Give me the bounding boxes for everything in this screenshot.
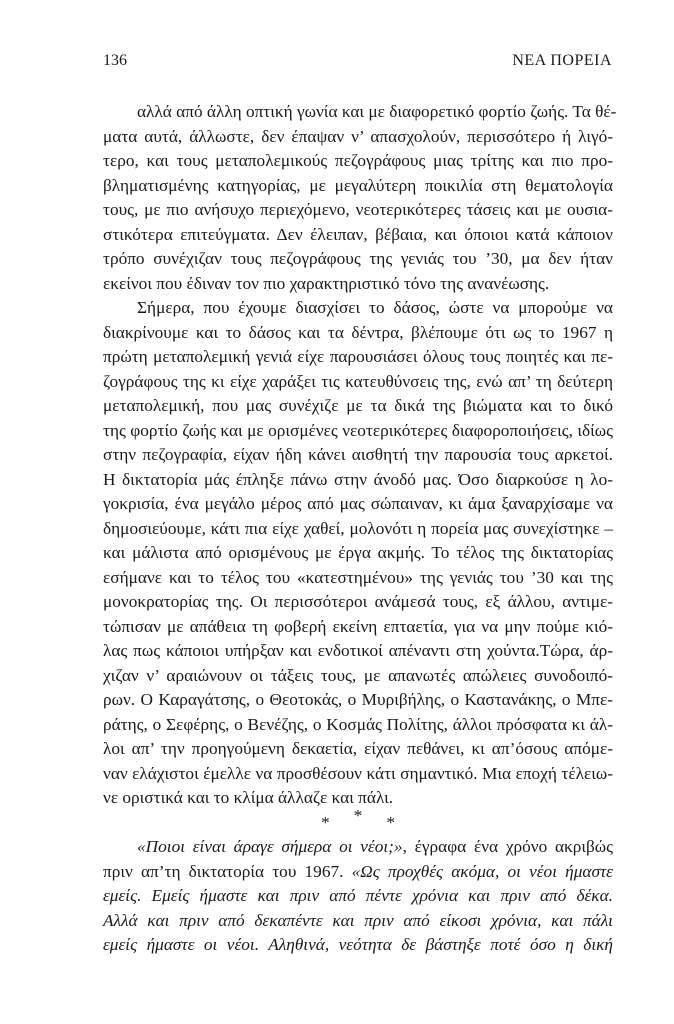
text-line: Αλλά και πριν από δεκαπέντε και πριν από είκοσι χρόνια, και πάλι bbox=[103, 910, 613, 930]
page-body bbox=[103, 100, 617, 958]
text-line: της φορτίο ζωής και με ορισμένες νεοτερικότερες διαφοροποιήσεις, ιδίως bbox=[103, 420, 613, 440]
text-line: τους, με πιο ανήσυχο περιεχόμενο, νεοτερικότερες τάσεις και με ουσια- bbox=[103, 200, 613, 219]
text-line: στην πεζογραφία, είχαν ήδη κάνει αισθητή την παρουσία τους αρκετοί. bbox=[103, 445, 613, 464]
text-line: και μάλιστα από ορισμένους με έργα ακμής. Το τέλος της δικτατορίας bbox=[103, 543, 613, 562]
text-line: λας πως κάποιοι υπήρξαν και ενδοτικοί απέναντι στη χούντα.Τώρα, άρ- bbox=[103, 641, 613, 660]
text-line: ματα αυτά, άλλωστε, δεν έπαψαν ν’ απασχολούν, περισσότερο ή λιγό- bbox=[103, 126, 613, 146]
text-line: εμείς. Εμείς ήμαστε και πριν από πέντε χρόνια και πριν από δέκα. bbox=[103, 886, 613, 905]
text-line: στικότερα επιτεύγματα. Δεν έλειπαν, βέβαια, και όποιοι κατά κάποιον bbox=[103, 224, 613, 244]
text-line: Σήμερα, που έχουμε διασχίσει το δάσος, ώστε να μπορούμε να bbox=[137, 298, 613, 317]
text-line bbox=[103, 835, 613, 860]
text-line: δημοσιεύουμε, κάτι πια είχε χαθεί, μολονότι η πορεία μας συνεχίστηκε – bbox=[103, 518, 613, 538]
asterisk: * bbox=[353, 805, 363, 825]
text-line: τώπισαν με απάθεια τη φοβερή εκείνη επταετία, για να μην πούμε κιό- bbox=[103, 616, 613, 636]
text: πριν απ’τη δικτατορία του 1967. bbox=[103, 861, 352, 881]
text-line: μεταπολεμική, που μας συνέχιζε με τα δικά της βιώματα και το δικό bbox=[103, 396, 613, 415]
text-line: χιζαν ν’ αραιώνουν οι τάξεις τους, με απανωτές απώλειες συνοδοιπό- bbox=[103, 665, 613, 685]
text-line: ρων. Ο Καραγάτσης, ο Θεοτοκάς, ο Μυριβήλης, ο Καστανάκης, ο Μπε- bbox=[103, 690, 613, 709]
quote: «Ως προχθές ακόμα, οι νέοι ήμαστε bbox=[351, 861, 613, 881]
paragraph-3 bbox=[103, 835, 613, 958]
text-line: λοι απ’ την προηγούμενη δεκαετία, είχαν πεθάνει, κι απ’όσους απόμε- bbox=[103, 739, 613, 758]
text-line: πρώτη μεταπολεμική γενιά είχε παρουσιάσει όλους τους ποιητές και πε- bbox=[103, 347, 613, 366]
paragraph-1 bbox=[103, 100, 617, 296]
paragraph-2 bbox=[103, 296, 613, 811]
text-line: βληματισμένης κατηγορίας, με μεγαλύτερη ποικιλία στη θεματολογία bbox=[103, 175, 613, 195]
text-line: Η δικτατορία μάς έπληξε πάνω στην άνοδό μας. Όσο διαρκούσε η λο- bbox=[103, 469, 613, 489]
page-number: 136 bbox=[103, 52, 127, 69]
text-line: τερο, και τους μεταπολεμικούς πεζογράφους μιας τρίτης και πιο προ- bbox=[103, 151, 613, 170]
text-line: αλλά από άλλη οπτική γωνία και με διαφορετικό φορτίο ζωής. Τα θέ- bbox=[137, 102, 617, 121]
quote: «Ποιοι είναι άραγε σήμερα οι νέοι;» bbox=[137, 837, 403, 856]
text-line: ναν ελάχιστοι έμελλε να προσθέσουν κάτι σημαντικό. Μια εποχή τέλειω- bbox=[103, 763, 613, 783]
text-line: ζογράφους της κι είχε χαράξει τις κατευθύνσεις της, ενώ απ’ τη δεύτερη bbox=[103, 371, 613, 391]
text-line: γοκρισία, ένα μεγάλο μέρος από μας σώπαιναν, κι άμα ξαναρχίσαμε να bbox=[103, 494, 613, 513]
text-line: τρόπο συνέχιζαν τους πεζογράφους της γενιάς του ’30, μα δεν ήταν bbox=[103, 249, 613, 268]
running-title: ΝΕΑ ΠΟΡΕΙΑ bbox=[512, 52, 612, 69]
section-separator bbox=[103, 805, 613, 836]
text-line: νε οριστικά και το κλίμα άλλαζε και πάλι. bbox=[103, 788, 394, 807]
text-line: εμείς ήμαστε οι νέοι. Αληθινά, νεότητα δε βάστηξε ποτέ όσο η δική bbox=[103, 935, 613, 954]
text-line: εσήμανε και το τέλος του «κατεστημένου» της γενιάς του ’30 και της bbox=[103, 567, 613, 587]
text-line bbox=[103, 860, 613, 885]
text-line: διακρίνουμε και το δάσος και τα δέντρα, βλέπουμε ότι ως το 1967 η bbox=[103, 322, 613, 342]
text-line: μονοκρατορίας της. Οι περισσότεροι ανάμεσά τους, εξ άλλου, αντιμε- bbox=[103, 592, 613, 611]
asterisk: * bbox=[321, 812, 330, 832]
text-line: εκείνοι που έδιναν τον πιο χαρακτηριστικό τόνο της ανανέωσης. bbox=[103, 273, 550, 293]
text: , έγραφα ένα χρόνο ακριβώς bbox=[402, 837, 613, 856]
text-line: ράτης, ο Σεφέρης, ο Βενέζης, ο Κοσμάς Πολίτης, άλλοι πρόσφατα κι άλ- bbox=[103, 714, 613, 734]
asterisk: * bbox=[386, 812, 395, 832]
